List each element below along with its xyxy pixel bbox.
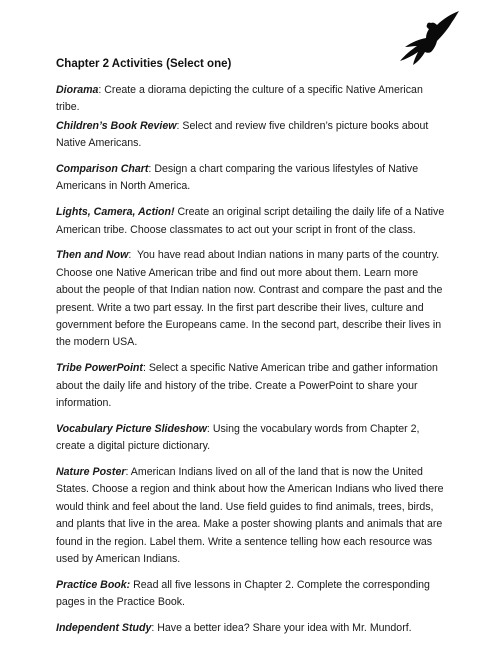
activity-name: Practice Book: (56, 578, 131, 591)
activity-vocabulary-picture-slideshow (56, 421, 446, 456)
activity-name: Vocabulary Picture Slideshow (56, 422, 207, 435)
activity-description: You have read about Indian nations in many parts of the country. Choose one Native American tribe and find out more about them. Learn more about the people of that Indian nation now. Contrast and compare the past and the present. Write a two part essay. In the first part describe their lives, culture and government before the Europeans came. In the second part, describe their lives in the modern USA. (56, 249, 443, 349)
separator: : (151, 622, 158, 635)
activity-name: Then and Now (56, 249, 129, 262)
activity-name: Tribe PowerPoint (56, 362, 143, 375)
activity-description: Using the vocabulary words from Chapter 2, create a digital picture dictionary. (56, 422, 420, 453)
separator: : (142, 362, 149, 375)
activity-description: Have a better idea? Share your idea with Mr. Mundorf. (157, 622, 412, 635)
activity-description: Select and review five children’s picture books about Native Americans. (56, 119, 429, 150)
separator: : (128, 249, 138, 262)
eagle-silhouette-icon (396, 10, 460, 66)
activity-nature-poster (56, 464, 446, 568)
separator: : (206, 422, 213, 435)
activity-childrens-book-review (56, 118, 446, 153)
page-title: Chapter 2 Activities (Select one) (56, 58, 232, 70)
separator: : (125, 466, 131, 479)
activity-name: Independent Study (56, 622, 152, 635)
activity-then-and-now (56, 247, 446, 351)
activity-description: Create an original script detailing the daily life of a Native American tribe. Choose classmates to act out your script in front of the class. (56, 206, 445, 236)
separator: : (176, 119, 183, 132)
activity-practice-book (56, 577, 446, 612)
activity-name: Nature Poster (56, 466, 126, 479)
activity-name: Lights, Camera, Action! (56, 206, 175, 219)
activity-description: American Indians lived on all of the land that is now the United States. Choose a region and think about how the American Indians who lived there would think and feel about the land. Use field guides to find animals, trees, birds, and plants that live in the area. Make a poster showing plants and animals that are found in the region. Label them. Write a sentence telling how each resource was used by American Indians. (56, 466, 444, 566)
activity-description: Select a specific Native American tribe and gather information about the daily life and history of the tribe. Create a PowerPoint to share your information. (56, 362, 438, 410)
activity-diorama (56, 82, 446, 117)
activity-name: Diorama (56, 84, 99, 96)
activity-comparison-chart (56, 161, 446, 196)
separator: : (148, 163, 155, 176)
activity-description: Create a diorama depicting the culture of a specific Native American tribe. (56, 84, 423, 114)
separator: : (98, 84, 105, 96)
activity-description: Read all five lessons in Chapter 2. Complete the corresponding pages in the Practice Book. (56, 578, 430, 609)
activity-independent-study (56, 620, 446, 637)
activity-name: Children’s Book Review (56, 119, 177, 132)
activity-name: Comparison Chart (56, 163, 149, 176)
activity-description: Design a chart comparing the various lifestyles of Native Americans in North America. (56, 163, 419, 193)
activity-tribe-powerpoint (56, 360, 446, 412)
activity-list (56, 82, 446, 646)
activity-lights-camera-action (56, 204, 446, 239)
